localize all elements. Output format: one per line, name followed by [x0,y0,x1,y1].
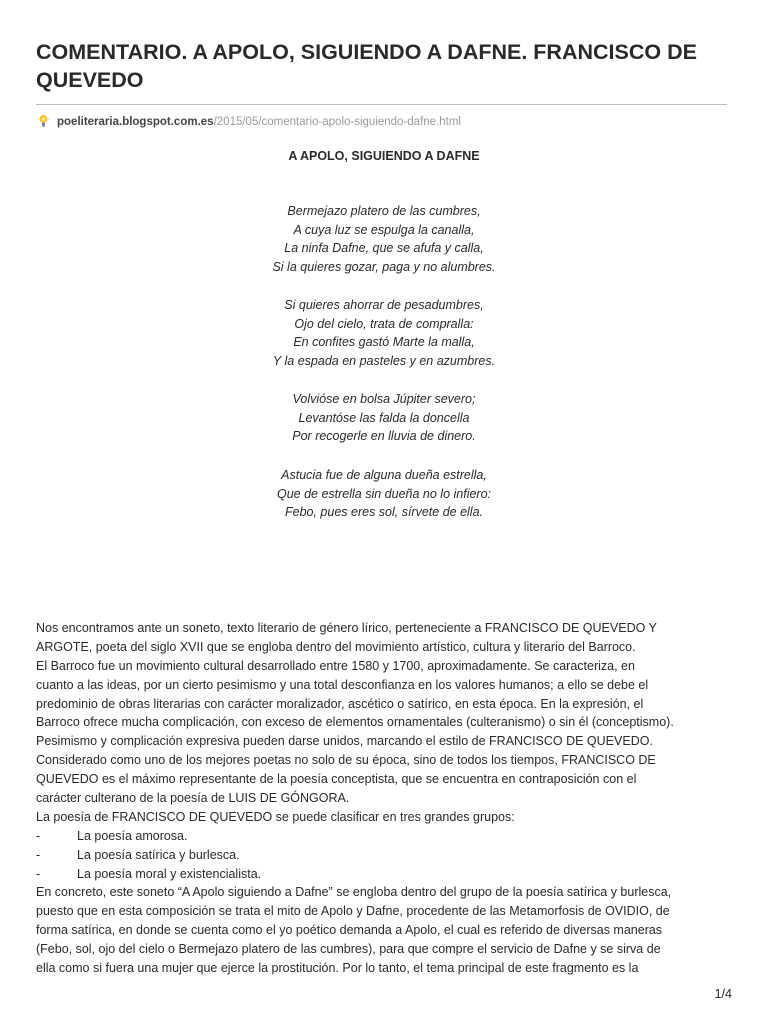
list-item [36,846,736,865]
poem-stanza [0,296,768,371]
list-item-text: La poesía amorosa. [77,828,188,843]
list-item [36,865,736,884]
source-path[interactable]: /2015/05/comentario-apolo-siguiendo-dafne.html [213,116,461,128]
poem-line: Febo, pues eres sol, sírvete de ella. [284,505,484,520]
poem-line: Astucia fue de alguna dueña estrella, [281,468,487,482]
list-item-text: La poesía satírica y burlesca. [77,847,240,862]
poem-stanza [0,390,768,446]
poem-line: Volvióse en bolsa Júpiter severo; [292,392,476,406]
poem-line: Y la espada en pasteles y en azumbres. [272,354,496,369]
list-item-text: La poesía moral y existencialista. [77,866,262,881]
source-url[interactable] [36,113,461,131]
text-line: Considerado como uno de los mejores poetas no solo de su época, sino de todos los tiempos, FRANCISCO DE [36,753,656,768]
poem-line: La ninfa Dafne, que se afufa y calla, [284,241,484,256]
page-title: COMENTARIO. A APOLO, SIGUIENDO A DAFNE. FRANCISCO DE QUEVEDO [36,40,697,92]
text-line: predominio de obras literarias con carácter moralizador, ascético o satírico, en esta época. En la expresión, el [36,696,644,711]
list-dash: - [36,847,41,862]
list-dash: - [36,866,41,881]
poem-line: En confites gastó Marte la malla, [293,335,475,350]
text-line: Barroco ofrece mucha complicación, con exceso de elementos ornamentales (culteranismo) o sin él (conceptismo). [36,715,674,730]
poem-line: Si la quieres gozar, paga y no alumbres. [272,260,496,275]
poem-stanza [0,466,768,522]
list-item [36,827,736,846]
text-line: ella como si fuera una mujer que ejerce la prostitución. Por lo tanto, el tema principal de este fragmento es la [36,961,639,976]
text-line: ARGOTE, poeta del siglo XVII que se engloba dentro del movimiento artístico, cultura y literario del Barroco. [36,639,636,654]
poem-line: Si quieres ahorrar de pesadumbres, [284,298,484,312]
text-line: Nos encontramos ante un soneto, texto literario de género lírico, perteneciente a FRANCISCO DE QUEVEDO Y [36,621,657,635]
page-indicator: 1/4 [714,987,732,1001]
text-line: (Febo, sol, ojo del cielo o Bermejazo platero de las cumbres), para que compre el servicio de Dafne y se sirva de [36,942,661,957]
poem-line: Por recogerle en lluvia de dinero. [292,429,476,444]
poem-line: Bermejazo platero de las cumbres, [287,204,481,218]
lightbulb-icon [36,113,51,128]
text-line: cuanto a las ideas, por un cierto pesimismo y una total desconfianza en los valores humanos; a ello se debe el [36,677,649,692]
text-line: forma satírica, en donde se cuenta como el yo poético demanda a Apolo, el cual es referido de diversas maneras [36,923,663,938]
text-line: Pesimismo y complicación expresiva pueden darse unidos, marcando el estilo de FRANCISCO DE QUEVEDO. [36,734,653,749]
text-line: QUEVEDO es el máximo representante de la poesía conceptista, que se encuentra en contraposición con el [36,772,637,787]
poem-title: A APOLO, SIGUIENDO A DAFNE [288,149,480,163]
commentary-text [36,619,736,978]
poem-line: Que de estrella sin dueña no lo infiero: [276,486,492,501]
poem-line: Levantóse las falda la doncella [298,410,470,425]
poem-line: Ojo del cielo, trata de compralla: [294,316,474,331]
poem-line: A cuya luz se espulga la canalla, [293,222,475,237]
poem-stanza [0,202,768,277]
title-divider [36,104,727,105]
source-domain[interactable]: poeliteraria.blogspot.com.es [57,116,214,128]
text-line: La poesía de FRANCISCO DE QUEVEDO se puede clasificar en tres grandes grupos: [36,809,515,824]
list-dash: - [36,828,41,843]
text-line: El Barroco fue un movimiento cultural desarrollado entre 1580 y 1700, aproximadamente. Se caracteriza, en [36,658,635,673]
text-line: En concreto, este soneto “A Apolo siguiendo a Dafne” se engloba dentro del grupo de la poesía satírica y burlesca, [36,885,672,900]
text-line: carácter culterano de la poesía de LUIS DE GÓNGORA. [36,791,350,806]
text-line: puesto que en esta composición se trata el mito de Apolo y Dafne, procedente de las Metamorfosis de OVIDIO, de [36,904,670,919]
